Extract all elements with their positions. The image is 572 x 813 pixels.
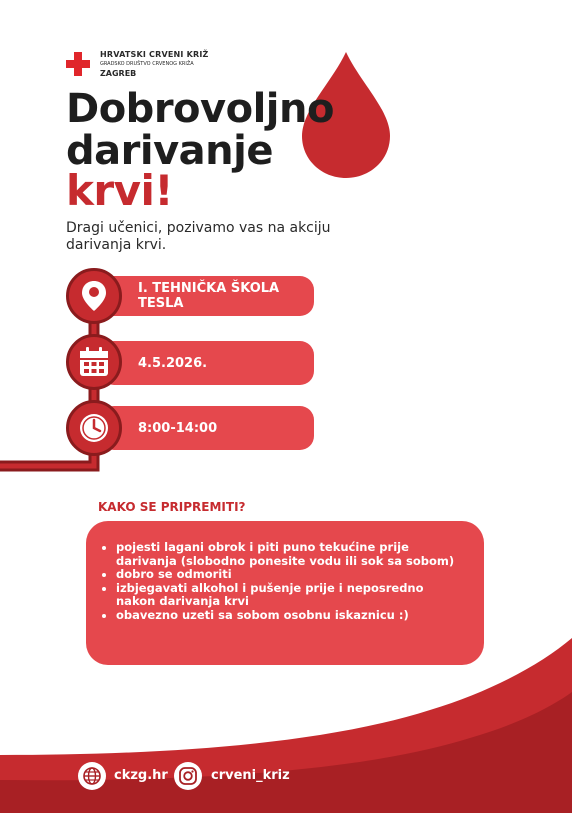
list-item: • dobro se odmoriti <box>116 568 464 582</box>
website-link[interactable]: ckzg.hr <box>114 768 168 783</box>
location-text-line1: I. TEHNIČKA ŠKOLA <box>138 281 280 296</box>
date-pill <box>100 341 314 385</box>
list-item: • izbjegavati alkohol i pušenje prije i neposredno nakon darivanja krvi <box>116 582 464 609</box>
intro-text-line2: darivanja krvi. <box>66 237 167 253</box>
location-circle <box>66 268 122 324</box>
org-subname: GRADSKO DRUŠTVO CRVENOG KRIŽA <box>100 61 194 67</box>
page-title-line1: Dobrovoljno <box>66 86 334 132</box>
calendar-circle <box>66 334 122 390</box>
org-name: HRVATSKI CRVENI KRIŽ <box>100 50 209 59</box>
list-item: • obavezno uzeti sa sobom osobnu iskaznicu :) <box>116 609 464 623</box>
preparation-list <box>104 541 464 622</box>
globe-icon[interactable] <box>78 762 106 790</box>
org-city: ZAGREB <box>100 69 137 78</box>
list-item: • pojesti lagani obrok i piti puno tekućine prije darivanja (slobodno ponesite vodu ili sok sa sobom) <box>116 541 464 568</box>
page-title-line3: krvi! <box>66 166 174 215</box>
time-text: 8:00-14:00 <box>138 420 218 436</box>
intro-text-line1: Dragi učenici, pozivamo vas na akciju <box>66 220 331 236</box>
preparation-heading: KAKO SE PRIPREMITI? <box>98 500 246 514</box>
clock-circle <box>66 400 122 456</box>
location-pin-icon <box>82 281 106 311</box>
clock-icon <box>78 412 110 444</box>
location-pill <box>100 276 314 316</box>
page-title-line2: darivanje <box>66 128 273 174</box>
date-text: 4.5.2026. <box>138 355 208 371</box>
instagram-link[interactable]: crveni_kriz <box>211 768 290 783</box>
time-pill <box>100 406 314 450</box>
location-text-line2: TESLA <box>138 296 184 311</box>
instagram-icon[interactable] <box>174 762 202 790</box>
calendar-icon <box>79 347 109 377</box>
